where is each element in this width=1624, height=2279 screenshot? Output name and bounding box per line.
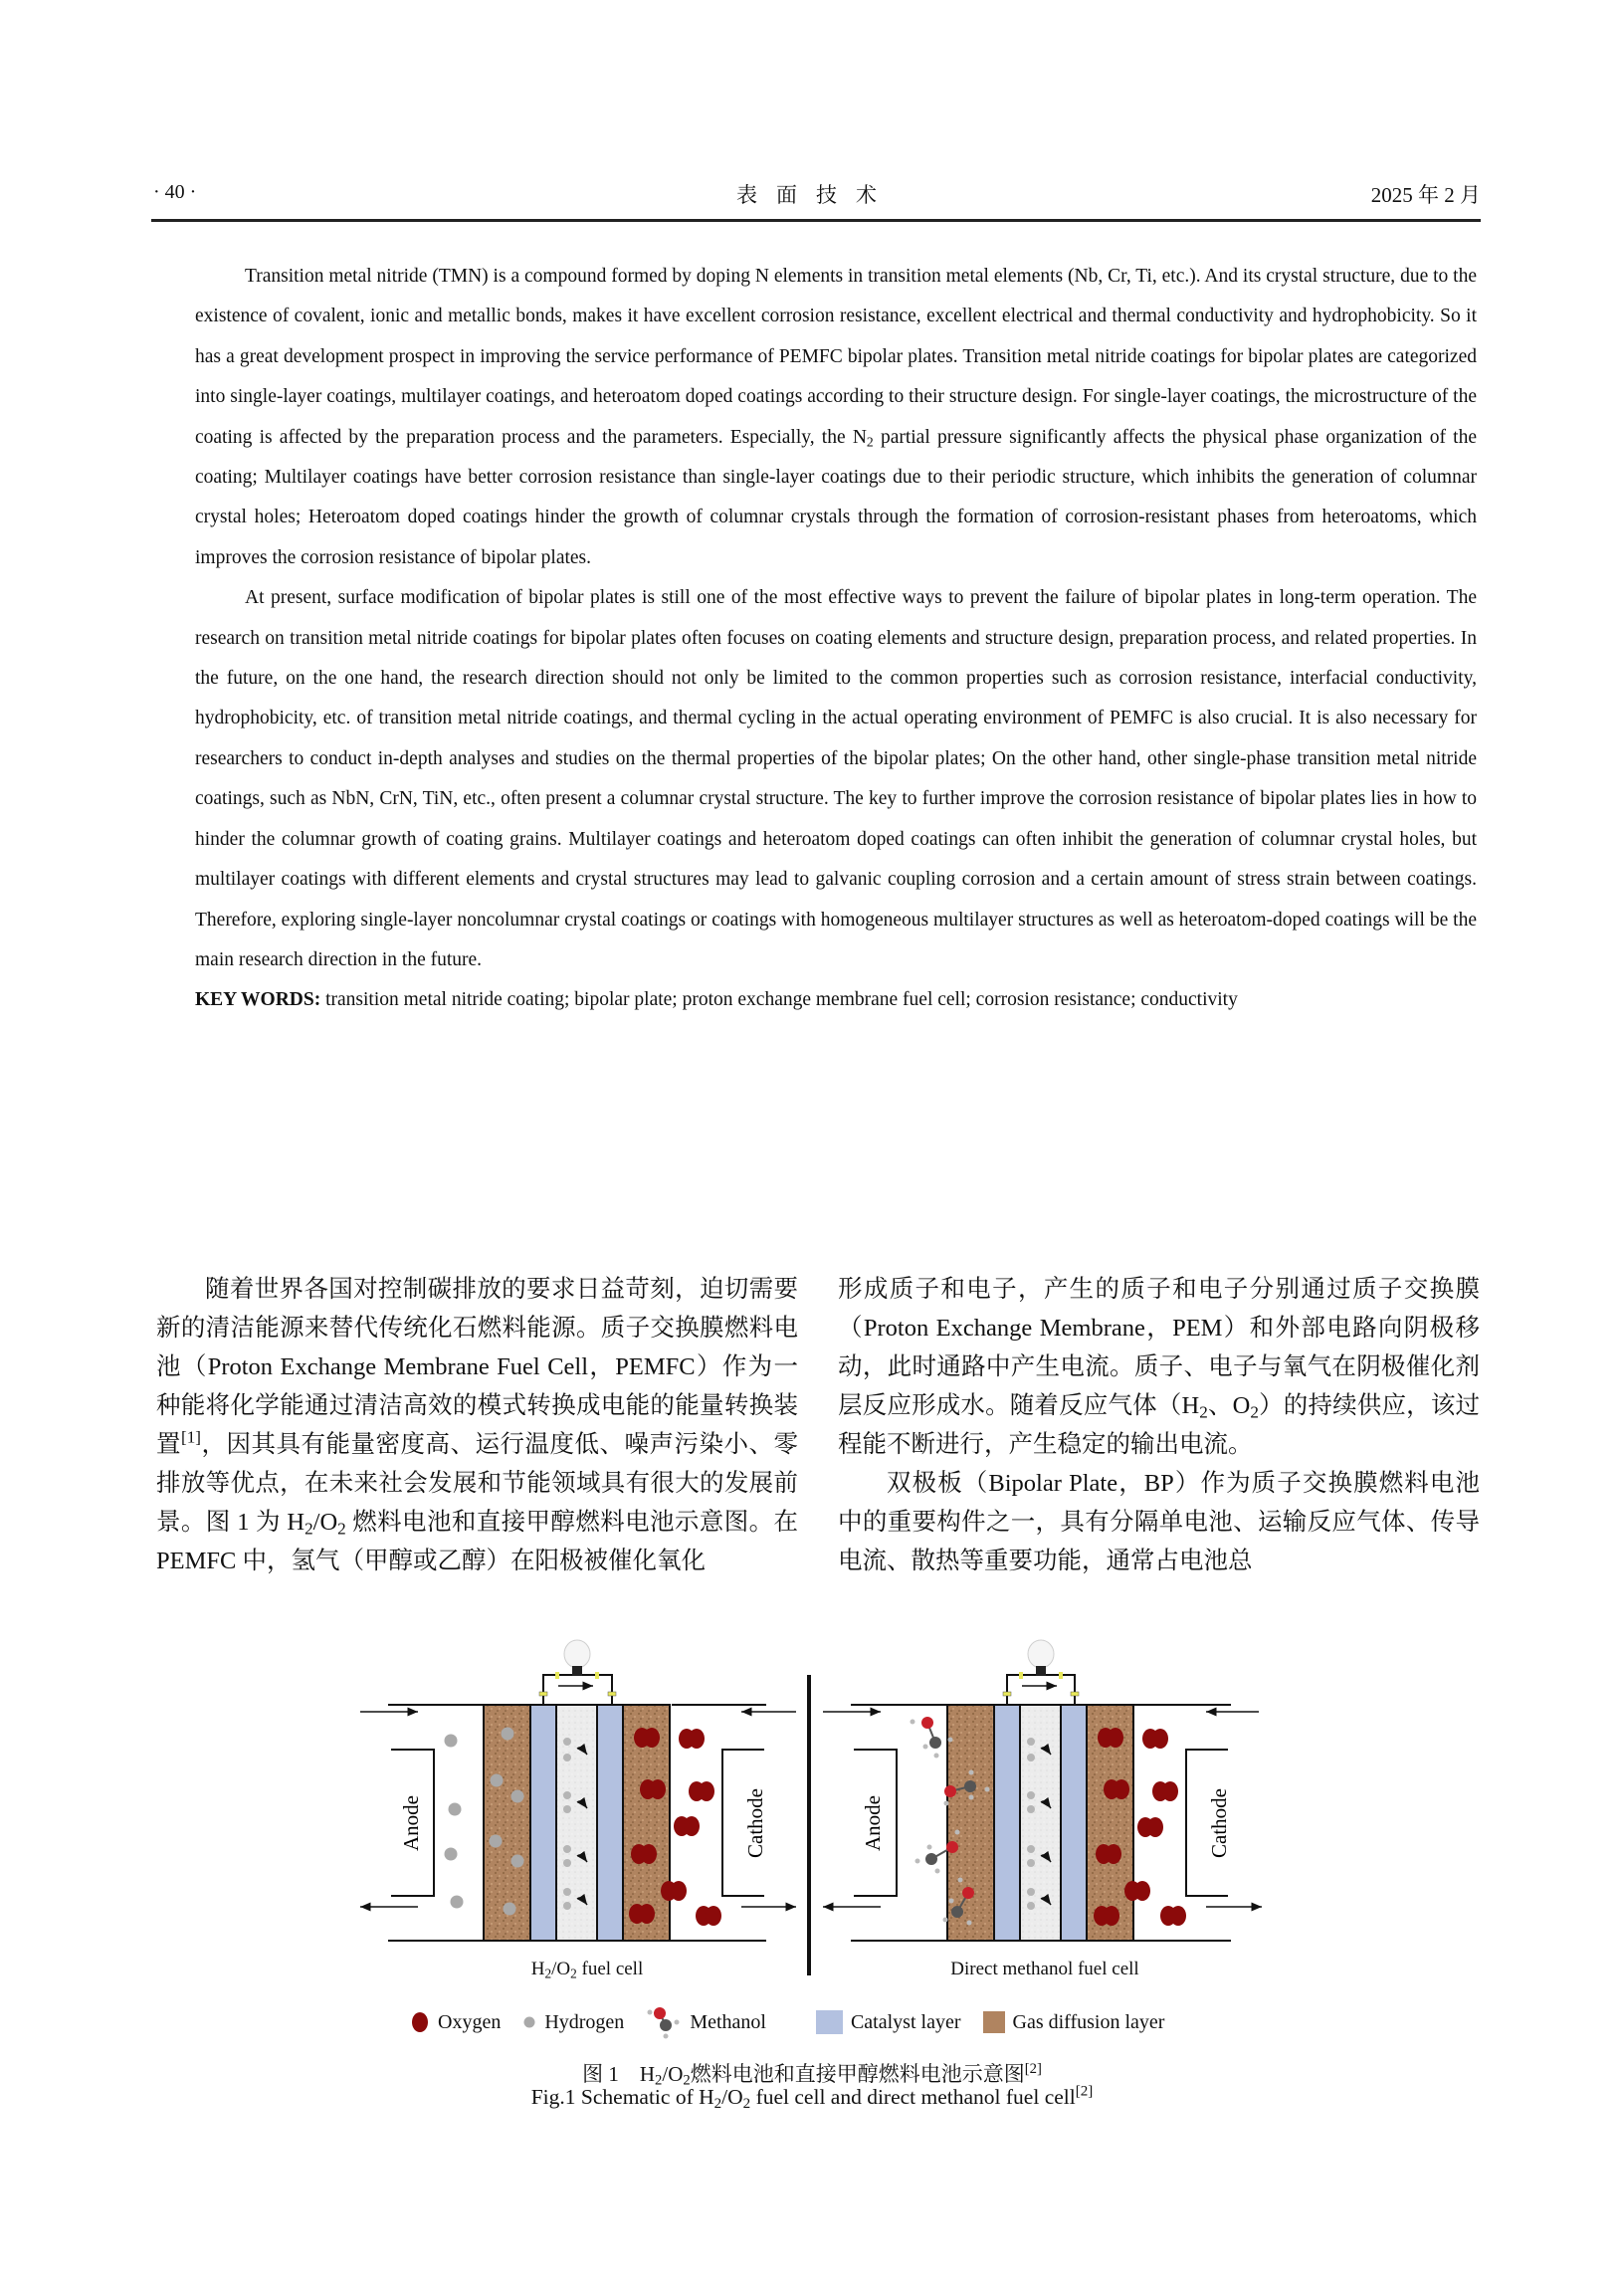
page-number: · 40 · xyxy=(153,181,197,203)
catalyst-swatch-icon xyxy=(816,2010,843,2034)
legend-methanol: Methanol xyxy=(646,2005,766,2039)
keywords-list: transition metal nitride coating; bipolar plate; proton exchange membrane fuel cell; corrosion resistance; conductivity xyxy=(320,989,1238,1011)
light-bulb-icon xyxy=(564,1640,590,1676)
dmfc-panel-title: Direct methanol fuel cell xyxy=(950,1959,1139,1979)
anode-label: Anode xyxy=(861,1795,885,1851)
cathode-label: Cathode xyxy=(743,1788,767,1858)
body-column-left xyxy=(156,1270,798,1580)
h2o2-panel-title: $H_2/O_2$ fuel cell xyxy=(530,1959,644,1981)
figure-caption-english: Fig.1 Schematic of $H_2/O_2$ fuel cell and direct methanol fuel cell[2] xyxy=(530,2083,1094,2112)
membrane xyxy=(556,1705,597,1941)
direct-methanol-fuel-cell-diagram xyxy=(823,1640,1262,1941)
cathode-label: Cathode xyxy=(1207,1788,1231,1858)
abstract-paragraph-2: At present, surface modification of bipolar plates is still one of the most effective ways to prevent the failure of bipolar plates in long-term operation. The research on transition metal nitride coatings for bipolar plates often focuses on coating elements and structure design, preparation process, and related properties. In the future, on the one hand, the research direction should not only be limited to the common properties such as corrosion resistance, interfacial conductivity, hydrophobicity, etc. of transition metal nitride coatings, and thermal cycling in the actual operating environment of PEMFC is also crucial. It is also necessary for researchers to conduct in-depth analyses and studies on the thermal properties of the bipolar plates; On the other hand, other single-phase transition metal nitride coatings, such as NbN, CrN, TiN, etc., often present a columnar crystal structure. The key to further improve the corrosion resistance of bipolar plates lies in how to hinder the columnar growth of coating grains. Multilayer coatings and heteroatom doped coatings can often inhibit the generation of columnar crystal holes, but multilayer coatings with different elements and crystal structures may lead to galvanic coupling corrosion and a certain amount of stress strain between coatings. Therefore, exploring single-layer noncolumnar crystal coatings or coatings with homogeneous multilayer structures as well as heteroatom-doped coatings will be the main research direction in the future. xyxy=(195,587,1477,970)
methanol-swatch-icon xyxy=(646,2005,682,2039)
catalyst-layer xyxy=(597,1705,623,1941)
figure-caption-chinese: 图 1 $H_2/O_2$燃料电池和直接甲醇燃料电池示意图[2] xyxy=(582,2060,1042,2089)
body-column-right xyxy=(838,1270,1480,1580)
anode-label: Anode xyxy=(399,1795,423,1851)
citation: [1] xyxy=(181,1427,201,1447)
legend-hydrogen: Hydrogen xyxy=(522,2011,624,2034)
figure-legend xyxy=(410,2002,1186,2042)
running-header xyxy=(151,177,1481,217)
keywords xyxy=(195,980,1477,1020)
journal-title: 表面技术 xyxy=(736,183,896,207)
body-paragraph: 双极板（Bipolar Plate，BP）作为质子交换膜燃料电池中的重要构件之一，具有分隔单电池、运输反应气体、传导电流、散热等重要功能，通常占电池总 xyxy=(838,1470,1480,1574)
light-bulb-icon xyxy=(1028,1640,1054,1676)
abstract-paragraph-1: Transition metal nitride (TMN) is a compound formed by doping N elements in transition metal elements (Nb, Cr, Ti, etc.). And its crystal structure, due to the existence of covalent, ionic and metallic bonds, makes it have excellent corrosion resistance, excellent electrical and thermal conductivity and hydrophobicity. So it has a great development prospect in improving the service performance of PEMFC bipolar plates. Transition metal nitride coatings for bipolar plates are categorized into single-layer coatings, multilayer coatings, and heteroatom doped coatings according to their structure design. For single-layer coatings, the microstructure of the coating is affected by the preparation process and the parameters. Especially, the $N_2$ partial pressure significantly affects the physical phase organization of the coating; Multilayer coatings have better corrosion resistance than single-layer coatings due to their periodic structure, which inhibits the generation of columnar crystal holes; Heteroatom doped coatings hinder the growth of columnar crystals through the formation of corrosion-resistant phases from heteroatoms, which improves the corrosion resistance of bipolar plates. xyxy=(195,266,1477,568)
legend-oxygen: Oxygen xyxy=(410,2011,501,2034)
h2o2-fuel-cell-diagram xyxy=(360,1640,796,1941)
legend-catalyst-layer: Catalyst layer xyxy=(816,2010,961,2034)
issue-date: 2025 年 2 月 xyxy=(1370,183,1481,207)
hydrogen-swatch-icon xyxy=(522,2015,536,2029)
body-paragraph: 随着世界各国对控制碳排放的要求日益苛刻，迫切需要新的清洁能源来替代传统化石燃料能源。质子交换膜燃料电池（Proton Exchange Membrane Fuel Cell，PEMFC）作为一种能将化学能通过清洁高效的模式转换成电能的能量转换装置[1]，因其具有能量密度高、运行温度低、噪声污染小、零排放等优点，在未来社会发展和节能领域具有很大的发展前景。图 1 为 $H_2/O_2$ 燃料电池和直接甲醇燃料电池示意图。在 PEMFC 中，氢气（甲醇或乙醇）在阳极被催化氧化 xyxy=(156,1276,798,1574)
gdl-swatch-icon xyxy=(983,2011,1005,2033)
body-paragraph: 形成质子和电子，产生的质子和电子分别通过质子交换膜（Proton Exchange Membrane，PEM）和外部电路向阴极移动，此时通路中产生电流。质子、电子与氧气在阴极催化剂层反应形成水。随着反应气体（$H_2$、$O_2$）的持续供应，该过程能不断进行，产生稳定的输出电流。 xyxy=(838,1276,1481,1458)
legend-gas-diffusion-layer: Gas diffusion layer xyxy=(983,2011,1165,2034)
english-abstract xyxy=(195,257,1477,1021)
catalyst-layer xyxy=(530,1705,556,1941)
fuel-cell-schematic xyxy=(0,1622,1624,2020)
oxygen-swatch-icon xyxy=(410,2011,430,2033)
keywords-label: KEY WORDS: xyxy=(195,989,321,1011)
header-rule xyxy=(151,219,1481,222)
